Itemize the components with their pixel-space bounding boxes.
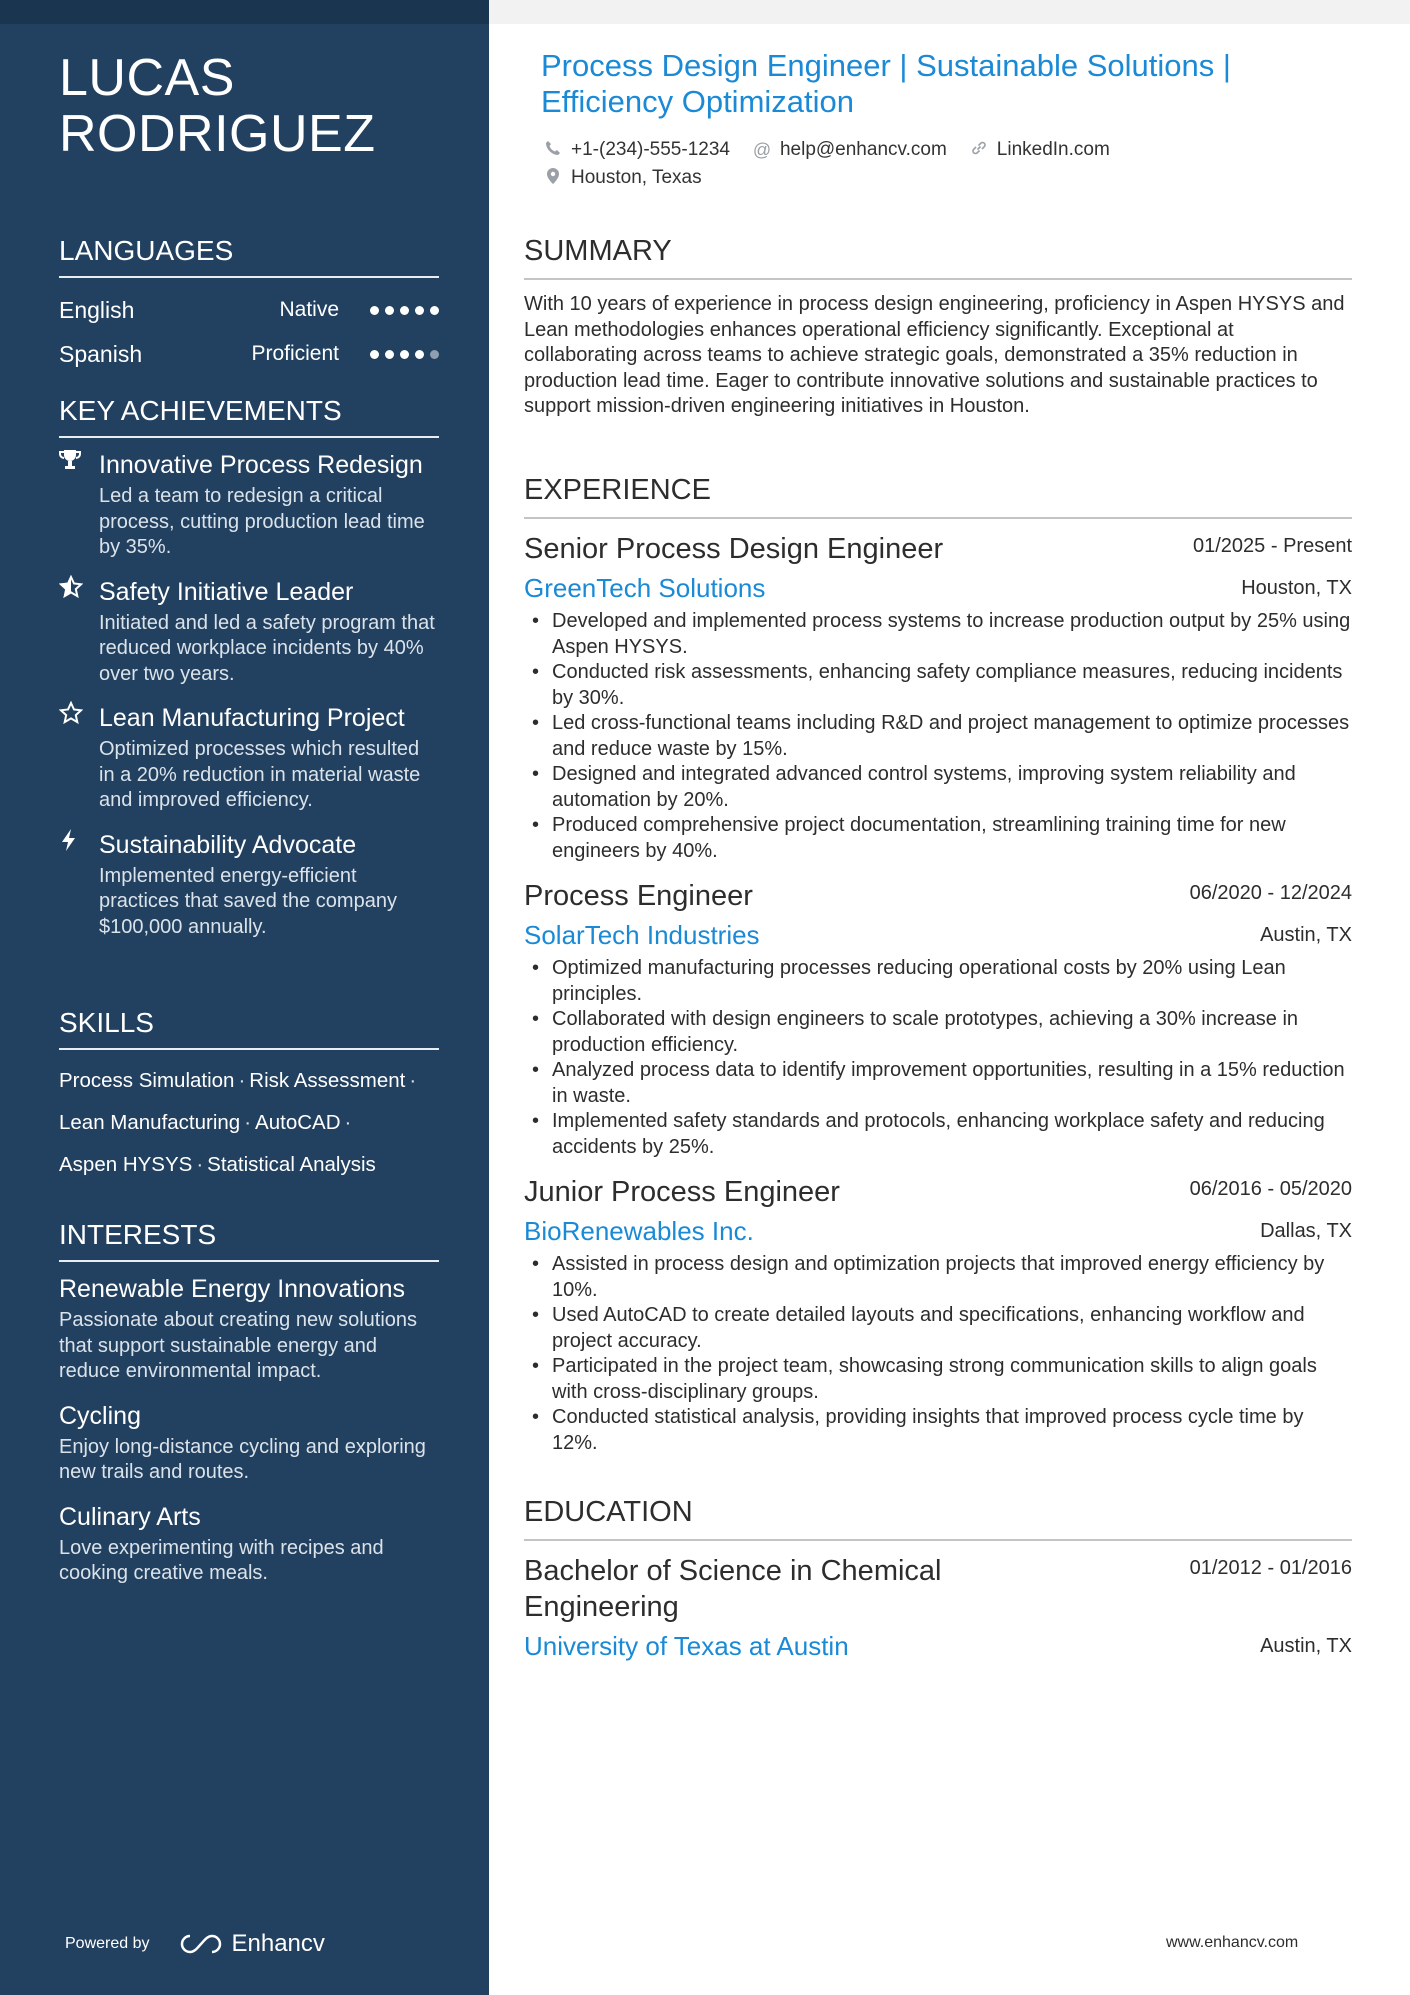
name-first: LUCAS: [59, 49, 235, 107]
education-heading: EDUCATION: [524, 1495, 1352, 1541]
dot-filled: [385, 306, 394, 315]
infinity-icon: [178, 1932, 224, 1956]
achievement-item: [59, 828, 439, 941]
company-name: GreenTech Solutions: [524, 573, 766, 603]
job-location: Austin, TX: [1260, 923, 1352, 946]
achievement-title: Sustainability Advocate: [99, 830, 357, 859]
interest-desc: Love experimenting with recipes and cooking creative meals.: [59, 1536, 384, 1584]
job-entry: [524, 878, 1352, 1160]
contact-info: [543, 136, 1323, 192]
language-dots: [367, 306, 439, 315]
interests-section: [59, 1218, 439, 1601]
bullet-item: • Collaborated with design engineers to scale prototypes, achieving a 30% increase in production efficiency.: [524, 1007, 1352, 1058]
achievement-item: [59, 701, 439, 814]
summary-section: [524, 234, 1352, 420]
job-date: 01/2025 - Present: [1193, 535, 1352, 557]
summary-text: With 10 years of experience in process design engineering, proficiency in Aspen HYSYS and Lean methodologies enhances operational efficiency significantly. Exceptional at collaborating across teams to achieve strategic goals, demonstrated a 35% reduction in production lead time. Eager to contribute innovative solutions and sustainable practices to support mission-driven engineering initiatives in Houston.: [524, 293, 1345, 417]
bullet-item: • Conducted statistical analysis, providing insights that improved process cycle time by 12%.: [524, 1405, 1352, 1456]
skills-line: Lean Manufacturing · AutoCAD ·: [59, 1111, 352, 1134]
skill-tag: Statistical Analysis: [207, 1153, 376, 1176]
dot-filled: [430, 306, 439, 315]
job-position: Junior Process Engineer: [524, 1176, 840, 1208]
achievement-title: Safety Initiative Leader: [99, 577, 354, 606]
job-bullets: [524, 956, 1352, 1160]
achievement-desc: Optimized processes which resulted in a 20% reduction in material waste and improved efficiency.: [99, 738, 421, 811]
interests-heading: INTERESTS: [59, 1218, 439, 1262]
dot-filled: [400, 306, 409, 315]
job-position: Process Engineer: [524, 880, 753, 912]
education-location: Austin, TX: [1260, 1634, 1352, 1657]
linkedin-text: LinkedIn.com: [996, 139, 1110, 160]
languages-section: [59, 234, 439, 376]
job-location: Dallas, TX: [1260, 1219, 1352, 1242]
bullet-item: • Participated in the project team, showcasing strong communication skills to align goals with cross-disciplinary groups.: [524, 1354, 1352, 1405]
achievement-title: Lean Manufacturing Project: [99, 704, 405, 732]
email-text: help@enhancv.com: [779, 139, 947, 160]
company-name: BioRenewables Inc.: [524, 1216, 754, 1246]
skills-heading: SKILLS: [59, 1006, 439, 1050]
interest-desc: Passionate about creating new solutions that support sustainable energy and reduce environmental impact.: [59, 1309, 418, 1382]
degree-title: Bachelor of Science in Chemical Engineering: [524, 1555, 942, 1623]
school-name: University of Texas at Austin: [524, 1631, 849, 1661]
contact-email[interactable]: [752, 139, 947, 161]
location-text: Houston, Texas: [571, 167, 702, 188]
achievement-item: [59, 448, 439, 561]
bullet-item: • Assisted in process design and optimization projects that improved energy efficiency by 10%.: [524, 1252, 1352, 1303]
achievement-desc: Implemented energy-efficient practices that saved the company $100,000 annually.: [99, 864, 397, 938]
interest-title: Renewable Energy Innovations: [59, 1275, 406, 1303]
skills-line: Aspen HYSYS · Statistical Analysis: [59, 1153, 376, 1176]
achievement-item: [59, 575, 439, 688]
language-dots: [367, 350, 439, 359]
skill-tag: AutoCAD: [255, 1111, 341, 1134]
achievements-section: [59, 394, 439, 954]
bullet-item: • Conducted risk assessments, enhancing safety compliance measures, reducing incidents by 30%.: [524, 660, 1352, 711]
brand-name: Enhancv: [231, 1930, 325, 1957]
main-top-band: [489, 0, 1410, 24]
language-row: [59, 332, 439, 376]
language-name: Spanish: [59, 340, 143, 367]
star-half-icon: [59, 575, 99, 688]
dot-filled: [385, 350, 394, 359]
language-level: Proficient: [251, 342, 339, 365]
footer-url[interactable]: www.enhancv.com: [1166, 1934, 1299, 1951]
bullet-item: • Developed and implemented process systems to increase production output by 25% using Aspen HYSYS.: [524, 609, 1352, 660]
language-level: Native: [279, 298, 339, 321]
bullet-item: • Led cross-functional teams including R&D and project management to optimize processes and reduce waste by 15%.: [524, 711, 1352, 762]
interest-title: Cycling: [59, 1401, 141, 1430]
powered-by-label: Powered by: [65, 1935, 150, 1952]
job-entry: [524, 1174, 1352, 1456]
powered-by: [65, 1930, 325, 1958]
language-row: [59, 288, 439, 332]
contact-phone[interactable]: [543, 139, 730, 161]
job-location: Houston, TX: [1241, 576, 1352, 599]
skill-tag: Aspen HYSYS: [59, 1153, 193, 1176]
company-name: SolarTech Industries: [524, 920, 760, 950]
location-pin-icon: [543, 167, 563, 190]
experience-heading: EXPERIENCE: [524, 473, 1352, 519]
job-title-headline: Process Design Engineer | Sustainable Solutions | Efficiency Optimization: [541, 48, 1231, 119]
job-date: 06/2020 - 12/2024: [1189, 882, 1352, 904]
dot-filled: [415, 350, 424, 359]
sidebar: [0, 0, 489, 1995]
job-entry: [524, 531, 1352, 864]
bullet-item: • Produced comprehensive project documentation, streamlining training time for new engineers by 40%.: [524, 813, 1352, 864]
skills-section: [59, 1006, 439, 1186]
candidate-name: [59, 50, 376, 162]
contact-linkedin[interactable]: [969, 139, 1110, 162]
name-last: RODRIGUEZ: [59, 105, 376, 163]
star-outline-icon: [59, 701, 99, 814]
dot-filled: [400, 350, 409, 359]
skills-line: Process Simulation · Risk Assessment ·: [59, 1069, 417, 1092]
language-name: English: [59, 296, 135, 323]
lightning-icon: [59, 828, 99, 941]
achievements-heading: KEY ACHIEVEMENTS: [59, 394, 439, 438]
job-bullets: [524, 1252, 1352, 1456]
job-bullets: [524, 609, 1352, 864]
achievement-desc: Initiated and led a safety program that reduced workplace incidents by 40% over two years.: [99, 611, 435, 685]
bullet-item: • Used AutoCAD to create detailed layouts and specifications, enhancing workflow and project accuracy.: [524, 1303, 1352, 1354]
interest-item: [59, 1500, 439, 1587]
achievement-title: Innovative Process Redesign: [99, 451, 423, 479]
link-icon: [969, 139, 989, 162]
interest-title: Culinary Arts: [59, 1502, 201, 1531]
languages-heading: LANGUAGES: [59, 234, 439, 278]
achievement-desc: Led a team to redesign a critical process, cutting production lead time by 35%.: [99, 485, 425, 558]
bullet-item: • Implemented safety standards and protocols, enhancing workplace safety and reducing accidents by 25%.: [524, 1109, 1352, 1160]
skill-tag: Risk Assessment: [249, 1069, 406, 1092]
sidebar-top-band: [0, 0, 489, 24]
bullet-item: • Optimized manufacturing processes reducing operational costs by 20% using Lean principles.: [524, 956, 1352, 1007]
bullet-item: • Designed and integrated advanced control systems, improving system reliability and automation by 20%.: [524, 762, 1352, 813]
dot-filled: [415, 306, 424, 315]
interest-desc: Enjoy long-distance cycling and exploring new trails and routes.: [59, 1435, 426, 1483]
job-position: Senior Process Design Engineer: [524, 533, 944, 565]
education-section: [524, 1495, 1352, 1677]
interest-item: [59, 1399, 439, 1486]
interest-item: [59, 1272, 439, 1385]
dot-filled: [370, 350, 379, 359]
summary-heading: SUMMARY: [524, 234, 1352, 280]
contact-location: [543, 167, 702, 190]
experience-section: [524, 473, 1352, 1470]
skill-tag: Process Simulation: [59, 1069, 235, 1092]
phone-icon: [543, 140, 563, 161]
education-date: 01/2012 - 01/2016: [1189, 1557, 1352, 1579]
job-date: 06/2016 - 05/2020: [1189, 1178, 1352, 1200]
phone-text: +1-(234)-555-1234: [571, 139, 730, 160]
bullet-item: • Analyzed process data to identify improvement opportunities, resulting in a 15% reduction in waste.: [524, 1058, 1352, 1109]
trophy-icon: [59, 448, 99, 561]
education-entry: [524, 1553, 1352, 1663]
at-icon: @: [752, 139, 772, 160]
dot-empty: [430, 350, 439, 359]
skill-tag: Lean Manufacturing: [59, 1111, 241, 1134]
dot-filled: [370, 306, 379, 315]
enhancv-logo[interactable]: [178, 1930, 325, 1958]
